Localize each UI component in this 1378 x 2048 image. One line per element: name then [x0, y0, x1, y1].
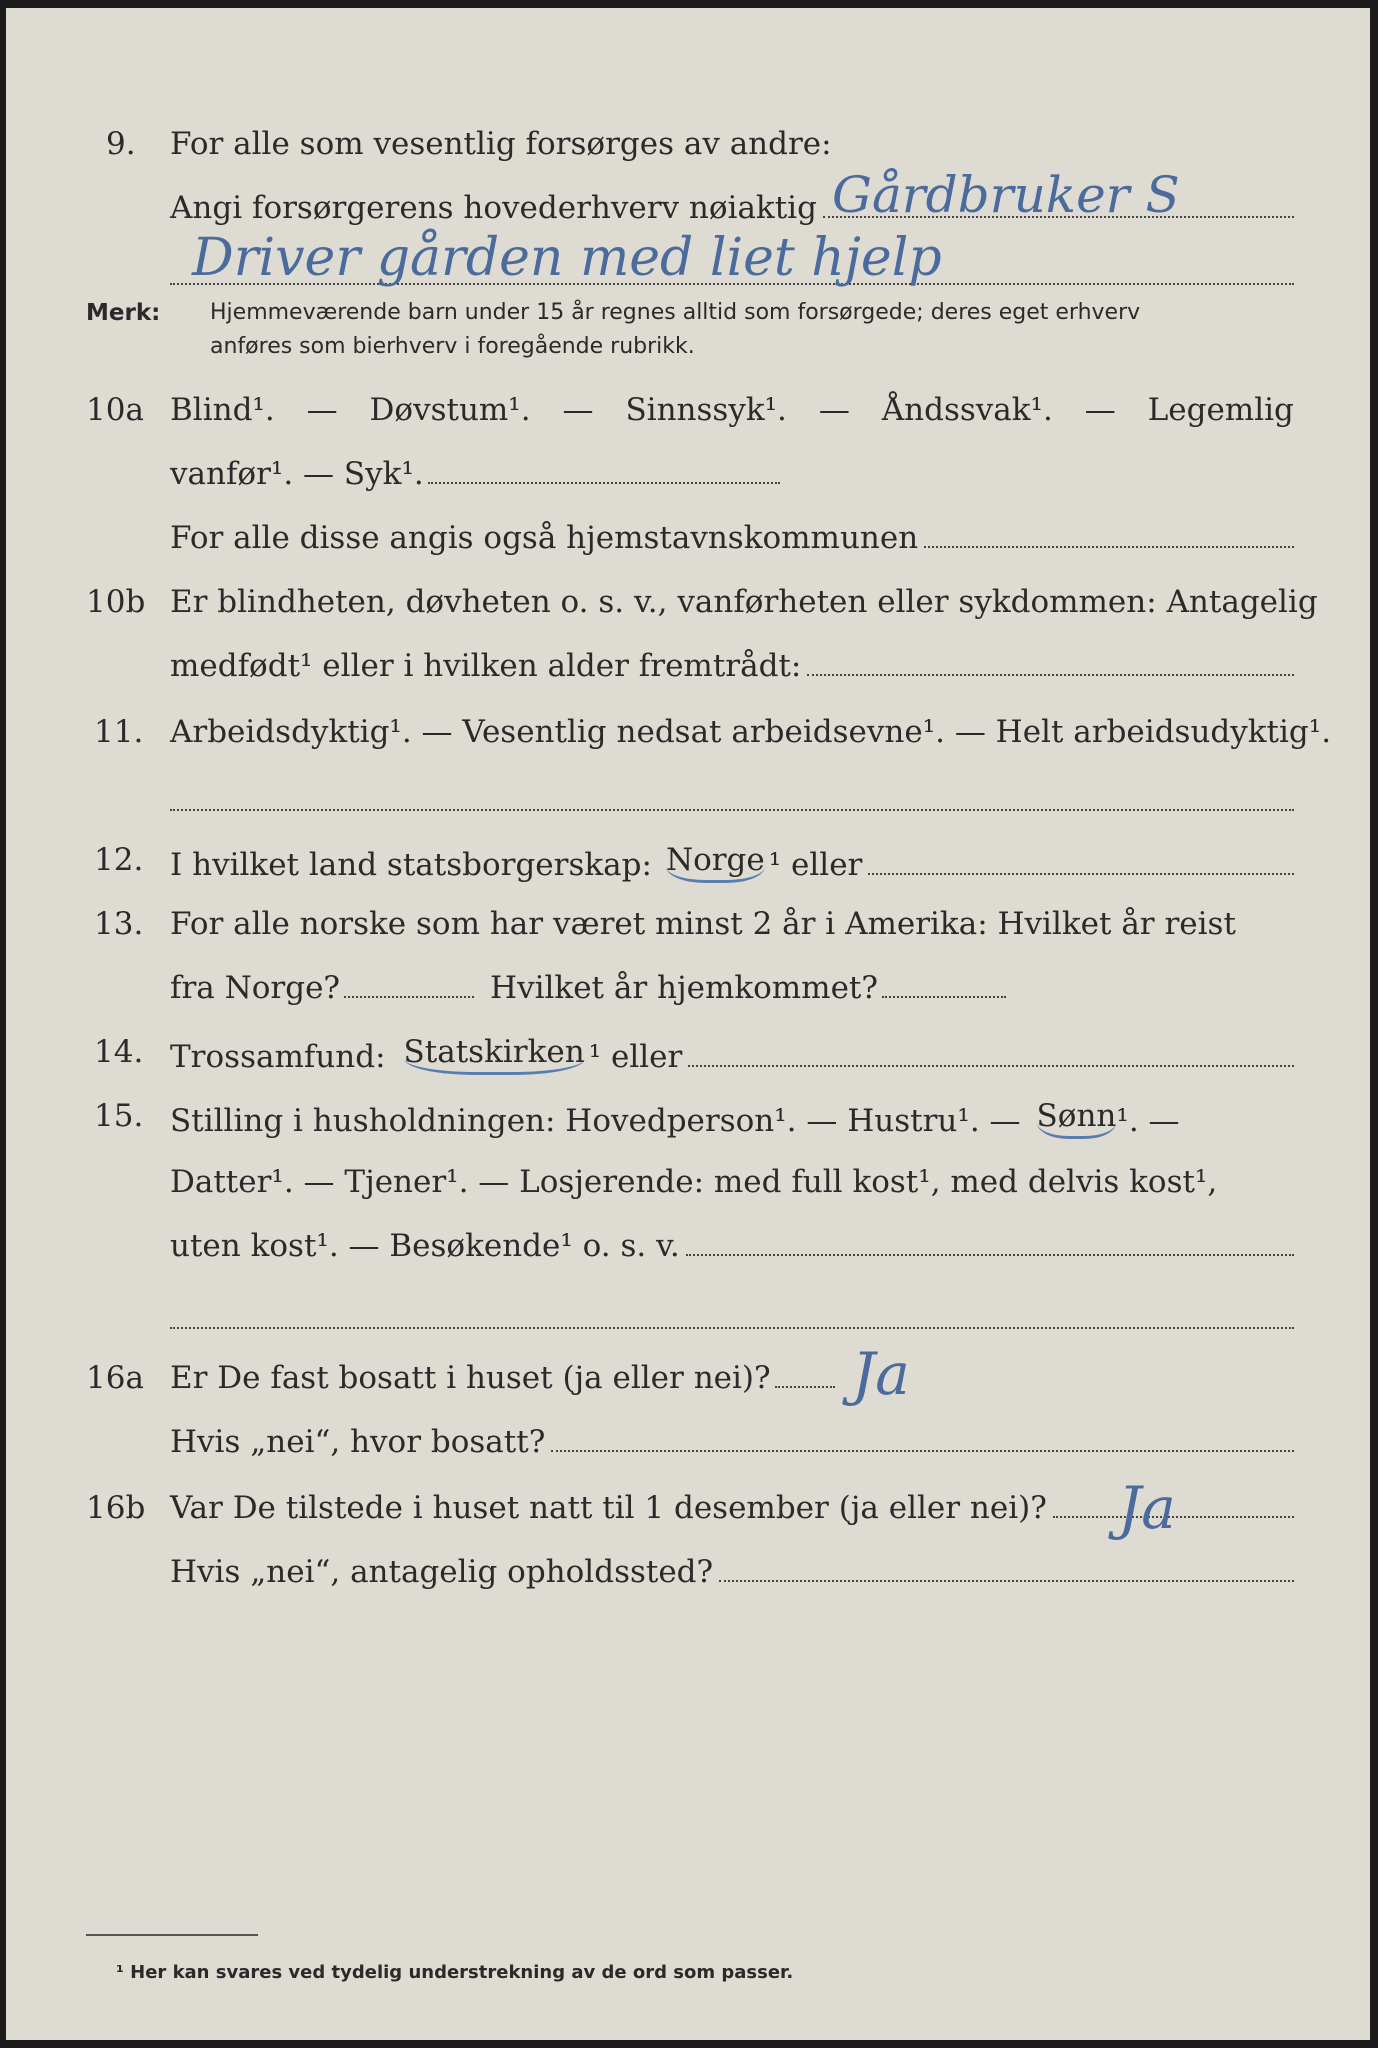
footnote: ¹ Her kan svares ved tydelig understrekning av de ord som passer. — [116, 1962, 794, 1983]
answer-line[interactable] — [428, 481, 780, 484]
answer-line[interactable] — [882, 995, 1006, 998]
question-text: vanfør¹. — Syk¹. — [170, 456, 424, 492]
question-10a — [6, 392, 1370, 452]
census-form-page — [6, 8, 1370, 2040]
question-text: Trossamfund: — [170, 1039, 386, 1075]
answer-line[interactable] — [924, 545, 1294, 548]
question-text: uten kost¹. — Besøkende¹ o. s. v. — [170, 1228, 680, 1264]
question-text: Arbeidsdyktig¹. — Vesentlig nedsat arbeidsevne¹. — Helt arbeidsudyktig¹. — [170, 714, 1332, 750]
question-text: Hvilket år hjemkommet? — [490, 970, 879, 1006]
question-number: 12. — [94, 842, 144, 878]
question-text: For alle norske som har været minst 2 år i Amerika: Hvilket år reist — [170, 906, 1236, 942]
question-text: I hvilket land statsborgerskap: — [170, 847, 652, 883]
handwritten-answer: Ja — [852, 1340, 910, 1408]
handwritten-answer: Driver gården med liet hjelp — [192, 228, 942, 288]
note-text: Hjemmeværende barn under 15 år regnes alltid som forsørgede; deres eget erhverv anføres som bierhverv i foregående rubrikk. — [210, 300, 1141, 359]
question-number: 10b — [86, 584, 146, 620]
question-15: 15. Stilling i husholdningen: Hovedperson¹. — Hustru¹. — Sønn ¹. — — [94, 1098, 1180, 1139]
question-number: 15. — [94, 1098, 144, 1134]
question-16a — [6, 1360, 1370, 1420]
question-number: 11. — [94, 714, 144, 750]
answer-line[interactable] — [686, 1253, 1294, 1256]
underlined-option[interactable]: Sønn — [1037, 1098, 1117, 1139]
question-text: Blind¹. — Døvstum¹. — Sinnssyk¹. — Åndssvak¹. — Legemlig — [170, 392, 1294, 428]
question-text: fra Norge? — [170, 970, 341, 1006]
question-11 — [6, 714, 1370, 774]
question-text: Hvis „nei“, hvor bosatt? — [170, 1424, 546, 1460]
question-text: Angi forsørgerens hovederhverv nøiaktig — [170, 190, 817, 226]
question-number: 16a — [86, 1360, 144, 1396]
answer-line[interactable] — [170, 808, 1294, 811]
question-13 — [6, 906, 1370, 966]
question-number: 16b — [86, 1490, 146, 1526]
question-text: Er blindheten, døvheten o. s. v., vanførheten eller sykdommen: Antagelig — [170, 584, 1318, 620]
question-14: 14. Trossamfund: Statskirken ¹ eller — [6, 1034, 1370, 1094]
question-text: For alle disse angis også hjemstavnskommunen — [170, 520, 919, 556]
question-text: Datter¹. — Tjener¹. — Losjerende: med full kost¹, med delvis kost¹, — [170, 1164, 1218, 1200]
underlined-option[interactable]: Norge — [666, 842, 765, 883]
question-number: 10a — [86, 392, 144, 428]
question-text: For alle som vesentlig forsørges av andre: — [170, 126, 832, 162]
question-text: Stilling i husholdningen: Hovedperson¹. — Hustru¹. — — [170, 1103, 1021, 1139]
question-number: 14. — [94, 1034, 144, 1070]
question-text: Hvis „nei“, antagelig opholdssted? — [170, 1554, 714, 1590]
question-number: 13. — [94, 906, 144, 942]
answer-line[interactable] — [170, 1326, 1294, 1329]
question-number: 9. — [106, 126, 136, 162]
footnote-rule — [86, 1934, 258, 1936]
answer-line[interactable] — [551, 1449, 1294, 1452]
answer-line[interactable] — [868, 872, 1294, 875]
question-text: Var De tilstede i huset natt til 1 desember (ja eller nei)? — [170, 1490, 1047, 1526]
question-text: Er De fast bosatt i huset (ja eller nei)? — [170, 1360, 771, 1396]
handwritten-answer: Ja — [1118, 1474, 1176, 1542]
answer-line[interactable] — [775, 1385, 835, 1388]
answer-line[interactable] — [719, 1579, 1294, 1582]
question-12: 12. I hvilket land statsborgerskap: Norge ¹ eller — [6, 842, 1370, 902]
answer-line[interactable] — [807, 673, 1294, 676]
handwritten-answer: Gårdbruker S — [832, 166, 1180, 224]
question-text: medfødt¹ eller i hvilken alder fremtrådt: — [170, 648, 802, 684]
underlined-option[interactable]: Statskirken — [404, 1034, 585, 1075]
answer-line[interactable] — [688, 1064, 1294, 1067]
question-10b — [6, 584, 1370, 644]
answer-line[interactable] — [344, 995, 474, 998]
note-label: Merk: — [86, 300, 161, 326]
